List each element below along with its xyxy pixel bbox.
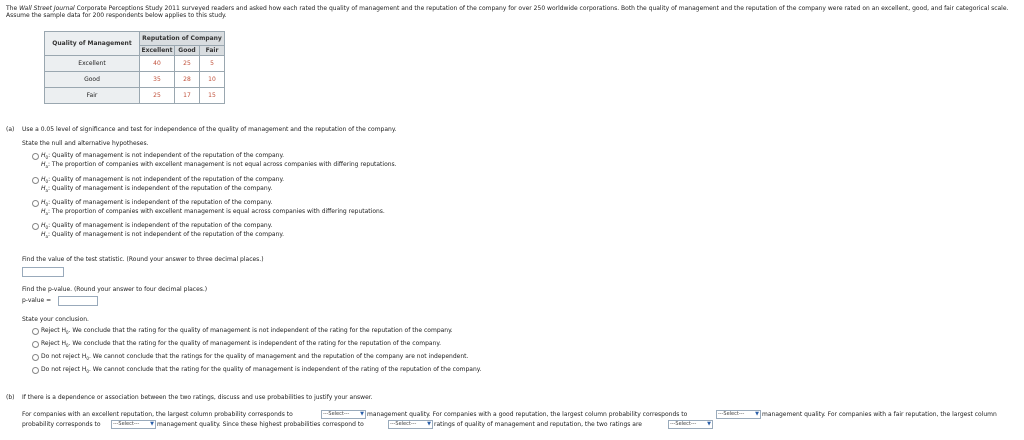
part-a-label: (a) xyxy=(6,126,15,133)
row-label: Good xyxy=(45,72,140,88)
col-header-good: Good xyxy=(175,46,200,56)
hypothesis-option-1-radio[interactable] xyxy=(32,153,39,160)
table-cell: 5 xyxy=(200,56,225,72)
conclusion-option-4: Do not reject $H_0$. We cannot conclude that the rating for the quality of management is independent of the rating of the reputation of the company. xyxy=(41,366,482,375)
pvalue-input[interactable] xyxy=(58,296,98,306)
table-column-group-header: Reputation of Company xyxy=(140,32,225,46)
hypothesis-option-3-radio[interactable] xyxy=(32,200,39,207)
test-statistic-prompt: Find the value of the test statistic. (Round your answer to three decimal places.) xyxy=(22,256,264,263)
table-cell: 25 xyxy=(175,56,200,72)
select-excellent-reputation[interactable]: ---Select--- ▼ xyxy=(323,411,364,417)
chevron-down-icon: ▼ xyxy=(427,421,431,427)
part-a-question: Use a 0.05 level of significance and test for independence of the quality of management and the reputation of the company. xyxy=(22,126,397,133)
part-b-line1-text-a: For companies with an excellent reputation, the largest column probability corresponds to xyxy=(22,411,293,418)
pvalue-prompt: Find the p-value. (Round your answer to four decimal places.) xyxy=(22,286,208,293)
hypothesis-option-4-h0: $H_0$: Quality of management is independent of the reputation of the company. xyxy=(41,222,273,231)
part-b-line1-text-c: management quality. For companies with a fair reputation, the largest column xyxy=(762,411,997,418)
part-b-label: (b) xyxy=(6,394,15,401)
conclusion-prompt: State your conclusion. xyxy=(22,316,89,323)
hypothesis-option-3-ha: $H_a$: The proportion of companies with excellent management is equal across companies with differing reputations. xyxy=(41,208,385,217)
select-rating-type[interactable]: ---Select--- ▼ xyxy=(390,421,431,427)
hypothesis-option-4-ha: $H_a$: Quality of management is not independent of the reputation of the company. xyxy=(41,231,284,240)
pvalue-label: p-value = xyxy=(22,297,52,304)
select-fair-reputation[interactable]: ---Select--- ▼ xyxy=(113,421,154,427)
table-cell: 10 xyxy=(200,72,225,88)
intro-text-start: The xyxy=(6,5,20,12)
hypothesis-option-2-ha: $H_a$: Quality of management is independent of the reputation of the company. xyxy=(41,185,273,194)
chevron-down-icon: ▼ xyxy=(755,411,759,417)
table-cell: 17 xyxy=(175,88,200,104)
table-row xyxy=(45,88,225,104)
col-header-fair: Fair xyxy=(200,46,225,56)
intro-paragraph xyxy=(6,5,1020,19)
table-row xyxy=(45,56,225,72)
hypotheses-prompt: State the null and alternative hypotheses. xyxy=(22,140,149,147)
select-dependence[interactable]: ---Select--- ▼ xyxy=(670,421,711,427)
part-b-line1-text-b: management quality. For companies with a good reputation, the largest column probability corresponds to xyxy=(367,411,688,418)
conclusion-option-2: Reject $H_0$. We conclude that the rating for the quality of management is independent of the rating for the reputation of the company. xyxy=(41,340,441,349)
journal-name: Wall Street Journal xyxy=(19,5,75,12)
conclusion-option-3: Do not reject $H_0$. We cannot conclude that the ratings for the quality of management and the reputation of the company are not independent. xyxy=(41,353,469,362)
chevron-down-icon: ▼ xyxy=(707,421,711,427)
conclusion-option-1-radio[interactable] xyxy=(32,328,39,335)
chevron-down-icon: ▼ xyxy=(360,411,364,417)
table-corner-header: Quality of Management xyxy=(45,32,140,56)
col-header-excellent: Excellent xyxy=(140,46,175,56)
part-b-line2-text-a: probability corresponds to xyxy=(22,421,101,428)
table-cell: 28 xyxy=(175,72,200,88)
table-cell: 15 xyxy=(200,88,225,104)
intro-text-end: Corporate Perceptions Study 2011 surveyed readers and asked how each rated the quality of management and the reputation of the company for over 250 worldwide corporations. Both the quality of management and the reputation of the company were rated on an excellent, good, and fair categorical scale. Assume the sample data for 200 respondents below applies to this study. xyxy=(6,5,1009,19)
chevron-down-icon: ▼ xyxy=(150,421,154,427)
test-statistic-input[interactable] xyxy=(22,267,64,277)
conclusion-option-2-radio[interactable] xyxy=(32,341,39,348)
row-label: Excellent xyxy=(45,56,140,72)
contingency-table xyxy=(44,31,225,104)
row-label: Fair xyxy=(45,88,140,104)
conclusion-option-1: Reject $H_0$. We conclude that the rating for the quality of management is not independent of the rating for the reputation of the company. xyxy=(41,327,453,336)
part-b-line2-text-b: management quality. Since these highest probabilities correspond to xyxy=(157,421,364,428)
hypothesis-option-4-radio[interactable] xyxy=(32,223,39,230)
table-row xyxy=(45,72,225,88)
table-cell: 25 xyxy=(140,88,175,104)
hypothesis-option-2-radio[interactable] xyxy=(32,177,39,184)
select-good-reputation[interactable]: ---Select--- ▼ xyxy=(718,411,759,417)
hypothesis-option-1-h0: $H_0$: Quality of management is not independent of the reputation of the company. xyxy=(41,152,285,161)
table-cell: 35 xyxy=(140,72,175,88)
hypothesis-option-1-ha: $H_a$: The proportion of companies with excellent management is not equal across companies with differing reputations. xyxy=(41,161,397,170)
conclusion-option-4-radio[interactable] xyxy=(32,367,39,374)
part-b-line2-text-c: ratings of quality of management and reputation, the two ratings are xyxy=(434,421,642,428)
conclusion-option-3-radio[interactable] xyxy=(32,354,39,361)
part-b-question: If there is a dependence or association between the two ratings, discuss and use probabilities to justify your answer. xyxy=(22,394,373,401)
hypothesis-option-3-h0: $H_0$: Quality of management is independent of the reputation of the company. xyxy=(41,199,273,208)
table-cell: 40 xyxy=(140,56,175,72)
hypothesis-option-2-h0: $H_0$: Quality of management is not independent of the reputation of the company. xyxy=(41,176,285,185)
